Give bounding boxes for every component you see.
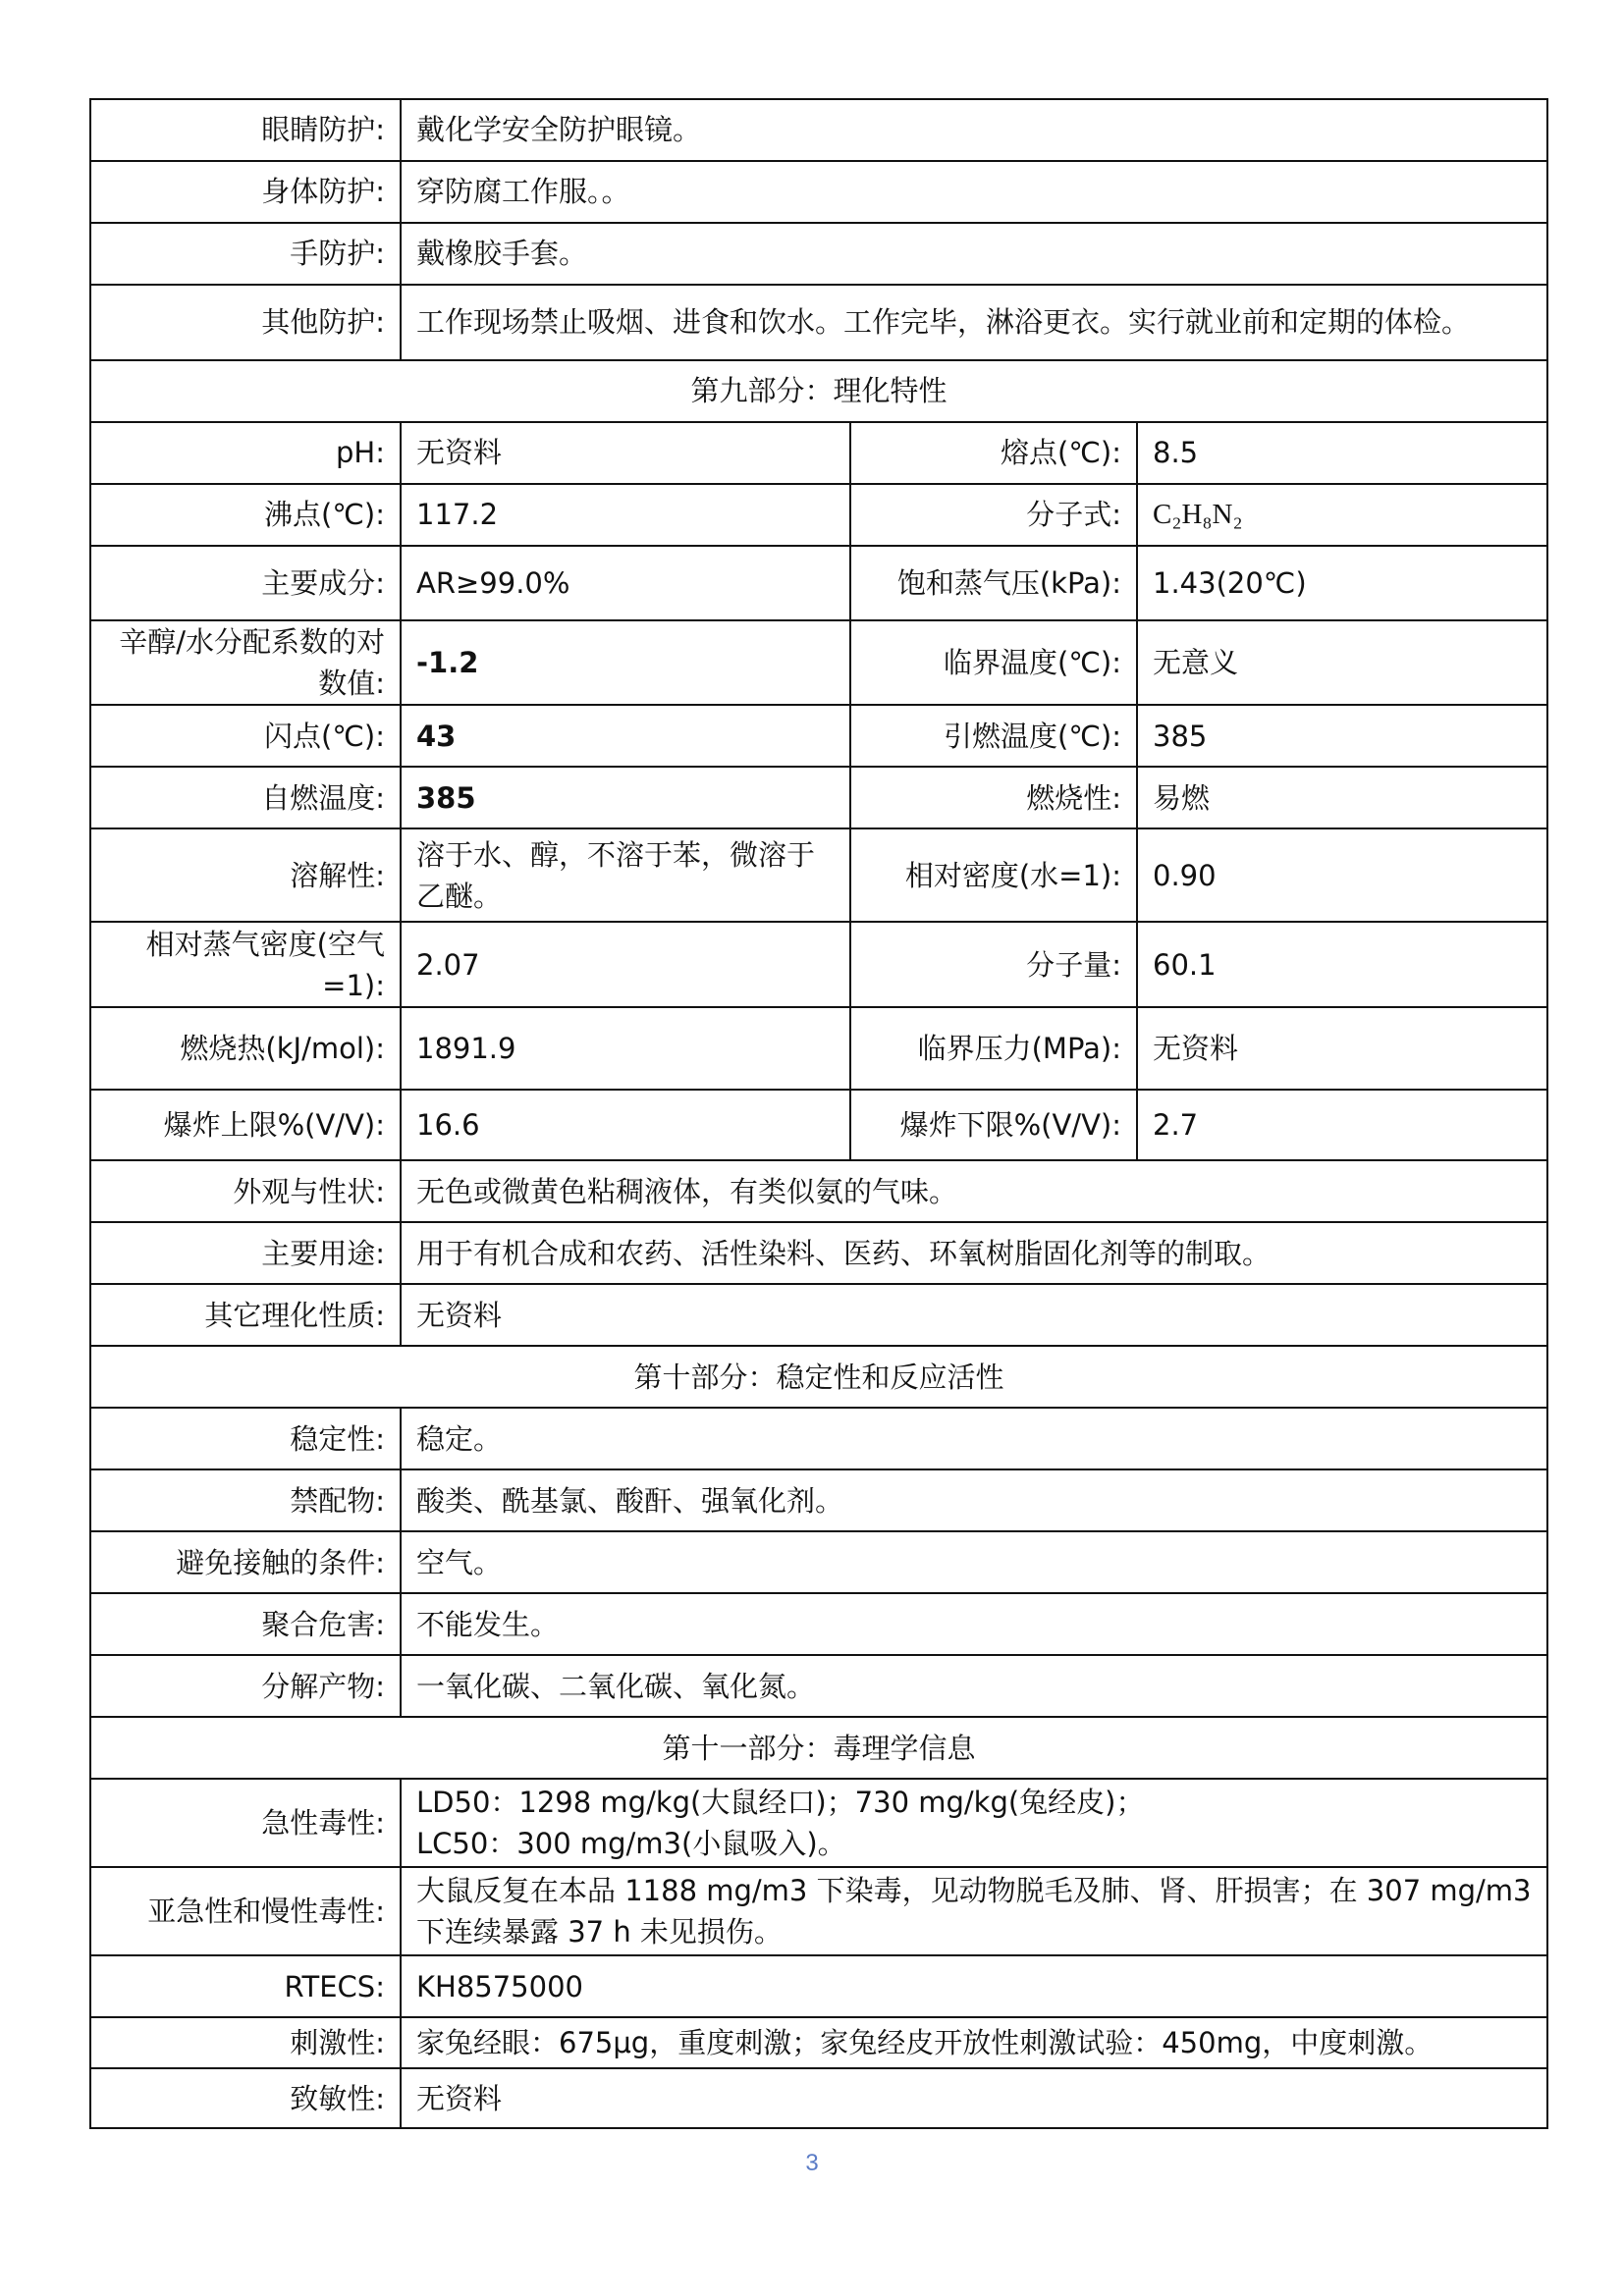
table-row	[90, 767, 1547, 828]
field-value: 无资料	[1137, 1007, 1547, 1090]
table-row	[90, 1593, 1547, 1655]
table-row	[90, 1867, 1547, 1955]
table-row	[90, 1222, 1547, 1284]
field-label: 燃烧性:	[850, 767, 1137, 828]
field-label: 避免接触的条件:	[90, 1531, 401, 1593]
table-row	[90, 1284, 1547, 1346]
field-label: 燃烧热(kJ/mol):	[90, 1007, 401, 1090]
section-header-row	[90, 1717, 1547, 1779]
table-row	[90, 484, 1547, 546]
field-label: 分子量:	[850, 922, 1137, 1007]
field-value: 戴橡胶手套。	[401, 223, 1547, 285]
field-value: 穿防腐工作服。。	[401, 161, 1547, 223]
msds-table	[89, 98, 1548, 2129]
field-value: 无资料	[401, 422, 850, 484]
field-label: 禁配物:	[90, 1469, 401, 1531]
table-row	[90, 1160, 1547, 1222]
table-row	[90, 828, 1547, 922]
field-value: 2.7	[1137, 1090, 1547, 1160]
field-label: 临界压力(MPa):	[850, 1007, 1137, 1090]
field-value: 戴化学安全防护眼镜。	[401, 99, 1547, 161]
field-label: 临界温度(℃):	[850, 620, 1137, 705]
table-row	[90, 99, 1547, 161]
field-value: 一氧化碳、二氧化碳、氧化氮。	[401, 1655, 1547, 1717]
field-label: 溶解性:	[90, 828, 401, 922]
field-value: 1891.9	[401, 1007, 850, 1090]
table-row	[90, 1007, 1547, 1090]
field-label: 外观与性状:	[90, 1160, 401, 1222]
table-row	[90, 161, 1547, 223]
field-value: 用于有机合成和农药、活性染料、医药、环氧树脂固化剂等的制取。	[401, 1222, 1547, 1284]
field-label: pH:	[90, 422, 401, 484]
table-row	[90, 1779, 1547, 1867]
field-value: 16.6	[401, 1090, 850, 1160]
table-row	[90, 1955, 1547, 2017]
section-title: 第九部分：理化特性	[90, 360, 1547, 422]
field-label: 饱和蒸气压(kPa):	[850, 546, 1137, 620]
table-row	[90, 285, 1547, 360]
field-value: 溶于水、醇，不溶于苯，微溶于乙醚。	[401, 828, 850, 922]
table-row	[90, 2068, 1547, 2128]
table-row	[90, 1531, 1547, 1593]
field-label: 分子式:	[850, 484, 1137, 546]
field-label: 手防护:	[90, 223, 401, 285]
field-label: 沸点(℃):	[90, 484, 401, 546]
field-value: 无资料	[401, 1284, 1547, 1346]
field-value: 60.1	[1137, 922, 1547, 1007]
field-value: 工作现场禁止吸烟、进食和饮水。工作完毕，淋浴更衣。实行就业前和定期的体检。	[401, 285, 1547, 360]
table-row	[90, 1408, 1547, 1469]
field-label: 辛醇/水分配系数的对数值:	[90, 620, 401, 705]
table-row	[90, 1090, 1547, 1160]
field-label: RTECS:	[90, 1955, 401, 2017]
field-value: 0.90	[1137, 828, 1547, 922]
table-row	[90, 2017, 1547, 2068]
field-label: 闪点(℃):	[90, 705, 401, 767]
field-label: 分解产物:	[90, 1655, 401, 1717]
table-row	[90, 223, 1547, 285]
field-label: 身体防护:	[90, 161, 401, 223]
field-value: 易燃	[1137, 767, 1547, 828]
field-value: 空气。	[401, 1531, 1547, 1593]
field-label: 致敏性:	[90, 2068, 401, 2128]
field-value: 385	[1137, 705, 1547, 767]
field-label: 其他防护:	[90, 285, 401, 360]
table-row	[90, 422, 1547, 484]
field-label: 相对密度(水=1):	[850, 828, 1137, 922]
field-label: 急性毒性:	[90, 1779, 401, 1867]
field-label: 爆炸下限%(V/V):	[850, 1090, 1137, 1160]
field-value: AR≥99.0%	[401, 546, 850, 620]
section-title: 第十部分：稳定性和反应活性	[90, 1346, 1547, 1408]
field-label: 主要成分:	[90, 546, 401, 620]
table-row	[90, 922, 1547, 1007]
table-row	[90, 1469, 1547, 1531]
table-row	[90, 546, 1547, 620]
field-value: KH8575000	[401, 1955, 1547, 2017]
table-row	[90, 1655, 1547, 1717]
section-title: 第十一部分：毒理学信息	[90, 1717, 1547, 1779]
section-header-row	[90, 360, 1547, 422]
field-value: 大鼠反复在本品 1188 mg/m3 下染毒，见动物脱毛及肺、肾、肝损害；在 307 mg/m3 下连续暴露 37 h 未见损伤。	[401, 1867, 1547, 1955]
section-header-row	[90, 1346, 1547, 1408]
table-row	[90, 705, 1547, 767]
field-label: 熔点(℃):	[850, 422, 1137, 484]
field-label: 引燃温度(℃):	[850, 705, 1137, 767]
field-value: 酸类、酰基氯、酸酐、强氧化剂。	[401, 1469, 1547, 1531]
field-label: 爆炸上限%(V/V):	[90, 1090, 401, 1160]
field-value: C₂H₈N₂	[1137, 484, 1547, 546]
field-value: 家兔经眼：675μg，重度刺激；家兔经皮开放性刺激试验：450mg，中度刺激。	[401, 2017, 1547, 2068]
field-label: 亚急性和慢性毒性:	[90, 1867, 401, 1955]
field-label: 其它理化性质:	[90, 1284, 401, 1346]
field-label: 自燃温度:	[90, 767, 401, 828]
field-label: 聚合危害:	[90, 1593, 401, 1655]
field-value: 117.2	[401, 484, 850, 546]
field-value: 不能发生。	[401, 1593, 1547, 1655]
field-label: 主要用途:	[90, 1222, 401, 1284]
page-number: 3	[805, 2150, 819, 2176]
field-value: 8.5	[1137, 422, 1547, 484]
table-row	[90, 620, 1547, 705]
field-label: 眼睛防护:	[90, 99, 401, 161]
field-label: 相对蒸气密度(空气=1):	[90, 922, 401, 1007]
field-value: 稳定。	[401, 1408, 1547, 1469]
field-value: LD50：1298 mg/kg(大鼠经口)；730 mg/kg(兔经皮)； LC50：300 mg/m3(小鼠吸入)。	[401, 1779, 1547, 1867]
field-label: 稳定性:	[90, 1408, 401, 1469]
field-value: 385	[401, 767, 850, 828]
field-value: 2.07	[401, 922, 850, 1007]
field-value: 1.43(20℃)	[1137, 546, 1547, 620]
field-value: 43	[401, 705, 850, 767]
field-value: -1.2	[401, 620, 850, 705]
field-value: 无资料	[401, 2068, 1547, 2128]
field-label: 刺激性:	[90, 2017, 401, 2068]
field-value: 无意义	[1137, 620, 1547, 705]
field-value: 无色或微黄色粘稠液体，有类似氨的气味。	[401, 1160, 1547, 1222]
